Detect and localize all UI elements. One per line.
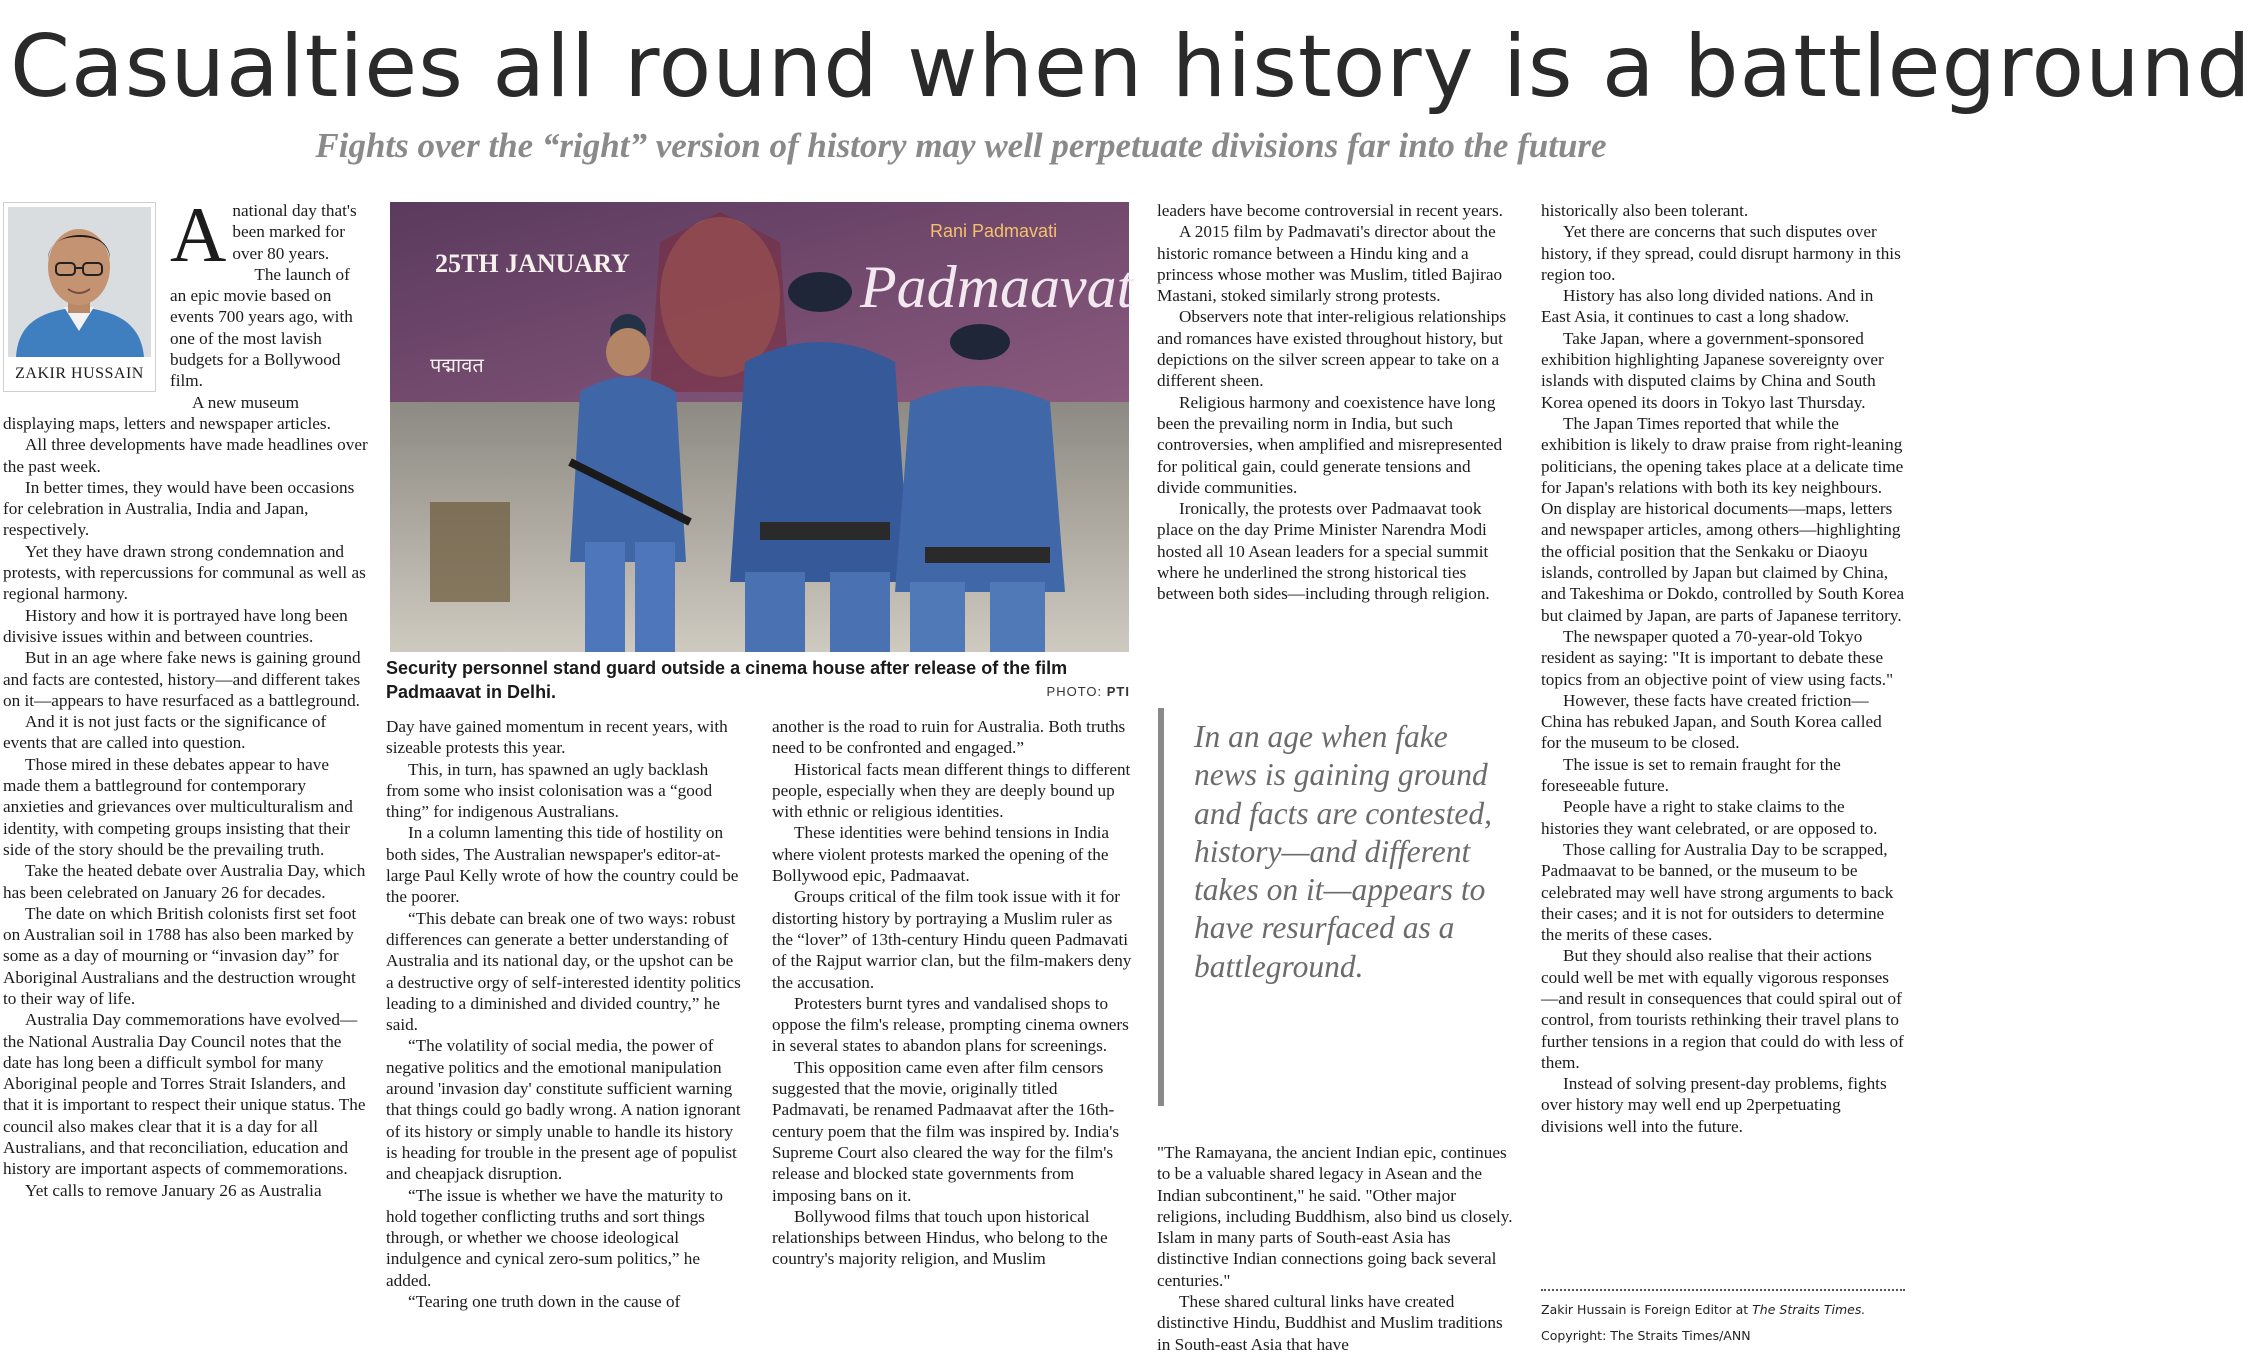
paragraph: However, these facts have created friction—China has rebuked Japan, and South Korea called for the museum to be closed. <box>1541 690 1882 753</box>
paragraph: historically also been tolerant. <box>1541 201 1749 220</box>
article-column-2 <box>386 716 741 1312</box>
paragraph: Groups critical of the film took issue with it for distorting history by portraying a Muslim ruler as the “lover” of 13th-century Hindu queen Padmavati of the Rajput warrior clan, but the film-makers deny the accusation. <box>772 887 1132 992</box>
paragraph: Yet there are concerns that such disputes over history, if they spread, could disrupt harmony in this region too. <box>1541 222 1901 284</box>
paragraph: History and how it is portrayed have long been divisive issues within and between countries. <box>3 605 348 646</box>
paragraph: leaders have become controversial in recent years. <box>1157 201 1503 220</box>
paragraph: These shared cultural links have created distinctive Hindu, Buddhist and Muslim traditions in South-east Asia that have <box>1157 1292 1503 1354</box>
publication-name: The Straits Times. <box>1752 1302 1866 1317</box>
paragraph: History has also long divided nations. And in East Asia, it continues to cast a long shadow. <box>1541 286 1874 327</box>
photo-credit-source: PTI <box>1106 684 1130 699</box>
paragraph: “The issue is whether we have the maturity to hold together conflicting truths and sort things through, or whether we choose ideological indulgence and cynical zero-sum politics,” he added. <box>386 1185 724 1290</box>
drop-cap: A <box>170 191 227 278</box>
paragraph: These identities were behind tensions in India where violent protests marked the opening of the Bollywood epic, Padmaavat. <box>772 823 1110 886</box>
paragraph: "The Ramayana, the ancient Indian epic, continues to be a valuable shared legacy in Asean and the Indian subcontinent," he said. "Other major religions, including Buddhism, also bind us closely. Islam in many parts of South-east Asia has distinctive Indian connections going back several centuries." <box>1157 1143 1513 1290</box>
paragraph: In a column lamenting this tide of hostility on both sides, The Australian newspaper's editor-at-large Paul Kelly wrote of how the country could be the poorer. <box>386 823 739 907</box>
pull-quote: In an age when fake news is gaining ground and facts are contested, history—and different takes on it—appears to have resurfaced as a battleground. <box>1158 708 1510 1106</box>
article-column-4 <box>1157 200 1517 605</box>
paragraph: Observers note that inter-religious relationships and romances have existed throughout history, but depictions on the silver screen appear to take on a different sheen. <box>1157 307 1507 391</box>
paragraph: Historical facts mean different things to different people, especially when they are deeply bound up with ethnic or religious identities. <box>772 759 1131 822</box>
paragraph: Take the heated debate over Australia Day, which has been celebrated on January 26 for decades. <box>3 861 366 902</box>
paragraph: Religious harmony and coexistence have long been the prevailing norm in India, but such controversies, when amplified and misrepresented for political gain, could generate tensions and divide communities. <box>1157 392 1503 497</box>
news-photo <box>390 202 1134 652</box>
footer-divider <box>1541 1289 1905 1291</box>
paragraph: Day have gained momentum in recent years, with sizeable protests this year. <box>386 717 728 758</box>
paragraph: Protesters burnt tyres and vandalised shops to oppose the film's release, prompting cinema owners in several states to abandon plans for screenings. <box>772 993 1129 1056</box>
paragraph: The Japan Times reported that while the exhibition is likely to draw praise from right-leaning politicians, the opening takes place at a delicate time for Japan's relations with both its key neighbours. On display are historical documents—maps, letters and newspaper articles, among others—highlighting the official position that the Senkaku or Diaoyu islands, controlled by Japan but claimed by China, and Takeshima or Dokdo, controlled by South Korea but claimed by Japan, are parts of Japanese territory. <box>1541 413 1905 625</box>
paragraph: Take Japan, where a government-sponsored exhibition highlighting Japanese sovereignty over islands with disputed claims by China and South Korea opened its doors in Tokyo last Thursday. <box>1541 328 1884 412</box>
paragraph: In better times, they would have been occasions for celebration in Australia, India and Japan, respectively. <box>3 477 355 540</box>
author-name: ZAKIR HUSSAIN <box>15 365 144 382</box>
paragraph: And it is not just facts or the significance of events that are called into question. <box>3 712 327 753</box>
article-column-4-continued <box>1157 1142 1517 1355</box>
paragraph: Those mired in these debates appear to have made them a battleground for contemporary anxieties and grievances over multiculturalism and identity, with competing groups insisting that their side of the story should be the prevailing truth. <box>3 754 353 859</box>
paragraph: Australia Day commemorations have evolved—the National Australia Day Council notes that the date has long been a difficult symbol for many Aboriginal people and Torres Strait Islanders, and that it is important to respect their unique status. The council also makes clear that it is a day for all Australians, and that reconciliation, education and history are important aspects of commemorations. <box>3 1010 366 1179</box>
author-photo <box>8 207 151 357</box>
paragraph: The date on which British colonists first set foot on Australian soil in 1788 has also been marked by some as a day of mourning or “invasion day” for Aboriginal Australians and the destruction wrought to their way of life. <box>3 903 357 1008</box>
subheadline: Fights over the “right” version of history may well perpetuate divisions far into the future <box>315 126 1607 165</box>
photo-scene <box>390 202 1134 652</box>
paragraph: “The volatility of social media, the power of negative politics and the emotional manipulation around 'invasion day' constitute sufficient warning that things could go badly wrong. A nation ignorant of its history or simply unable to handle its history is heading for trouble in the present age of populist and cheapjack disruption. <box>386 1036 741 1184</box>
photo-cast-text: Rani Padmavati <box>930 221 1058 241</box>
article-column-5 <box>1541 200 1905 1137</box>
paragraph: Bollywood films that touch upon historical relationships between Hindus, who belong to the country's majority religion, and Muslim <box>772 1206 1108 1269</box>
headline: Casualties all round when history is a battleground <box>10 17 2252 117</box>
paragraph: A new museum displaying maps, letters and newspaper articles. <box>3 392 331 433</box>
paragraph: This opposition came even after film censors suggested that the movie, originally titled Padmavati, be renamed Padmaavat after the 16th-century poem that the film was inspired by. India's Supreme Court also cleared the way for the film's release and blocked state governments from imposing bans on it. <box>772 1057 1120 1205</box>
photo-caption: Security personnel stand guard outside a cinema house after release of the film Padmaavat in Delhi. <box>386 658 1068 702</box>
paragraph: But they should also realise that their actions could well be met with equally vigorous responses—and result in consequences that could spiral out of control, from tourists rethinking their travel plans to further tensions in a region that could do with less of them. <box>1541 946 1904 1072</box>
paragraph: But in an age where fake news is gaining ground and facts are contested, history—and different takes on it—appears to have resurfaced as a battleground. <box>3 648 361 710</box>
paragraph: The newspaper quoted a 70-year-old Tokyo resident as saying: "It is important to debate these topics from an objective point of view using facts." <box>1541 626 1894 689</box>
paragraph: People have a right to stake claims to the histories they want celebrated, or are opposed to. <box>1541 797 1878 838</box>
photo-date-text: 25TH JANUARY <box>435 249 630 278</box>
author-footnote <box>1541 1302 1921 1318</box>
paragraph: Yet calls to remove January 26 as Australia <box>25 1180 322 1200</box>
author-footnote-text: Zakir Hussain is Foreign Editor at <box>1541 1302 1749 1317</box>
lead-paragraph: national day that's been marked for over 80 years. <box>232 201 357 263</box>
article-column-1 <box>3 191 369 1201</box>
paragraph: “Tearing one truth down in the cause of <box>408 1292 681 1312</box>
paragraph: Those calling for Australia Day to be scrapped, Padmaavat to be banned, or the museum to be celebrated may well have strong arguments to back their cases; and it is not for outsiders to determine the merits of these cases. <box>1541 839 1894 945</box>
paragraph: “This debate can break one of two ways: robust differences can generate a better understanding of Australia and its national day, or the upshot can be a destructive orgy of self-interested identity politics leading to a diminished and divided country,” he said. <box>386 908 741 1035</box>
paragraph: The issue is set to remain fraught for the foreseeable future. <box>1541 754 1841 796</box>
paragraph: Yet they have drawn strong condemnation and protests, with repercussions for communal as well as regional harmony. <box>3 541 366 604</box>
author-box <box>3 202 156 392</box>
paragraph: The launch of an epic movie based on events 700 years ago, with one of the most lavish budgets for a Bollywood film. <box>170 264 353 391</box>
photo-title-text: Padmaavat <box>860 254 1134 320</box>
paragraph: This, in turn, has spawned an ugly backlash from some who insist colonisation was a “good thing” for indigenous Australians. <box>386 759 713 822</box>
copyright-line: Copyright: The Straits Times/ANN <box>1541 1328 1751 1343</box>
photo-credit <box>1047 684 1130 699</box>
photo-credit-label: PHOTO: <box>1046 684 1103 699</box>
paragraph: All three developments have made headlines over the past week. <box>3 435 368 476</box>
paragraph: Ironically, the protests over Padmaavat took place on the day Prime Minister Narendra Modi hosted all 10 Asean leaders for a special summit where he underlined the strong historical ties between both sides—including through religion. <box>1157 499 1490 604</box>
article-column-3 <box>772 716 1136 1270</box>
paragraph: another is the road to ruin for Australia. Both truths need to be confronted and engaged.” <box>772 717 1126 758</box>
paragraph: A 2015 film by Padmavati's director about the historic romance between a Hindu king and a princess whose mother was Muslim, titled Bajirao Mastani, stoked similarly strong protests. <box>1157 222 1503 306</box>
photo-hindi-text: पद्मावत <box>430 353 484 377</box>
paragraph: Instead of solving present-day problems, fights over history may well end up 2perpetuating divisions well into the future. <box>1541 1074 1887 1136</box>
